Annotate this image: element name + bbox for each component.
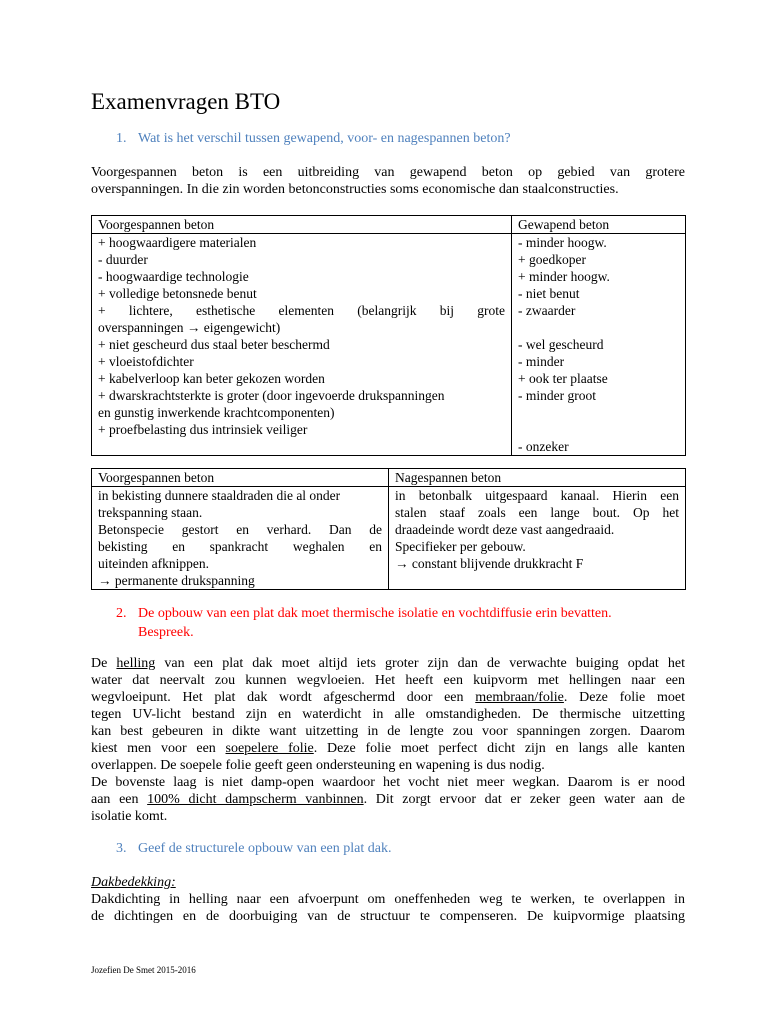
subheading-dakbedekking <box>91 874 685 891</box>
table-cell-voorgespannen <box>92 487 389 590</box>
cell-line: en gunstig inwerkende krachtcomponenten) <box>98 405 335 420</box>
cell-line: stalen staaf zoals een lange bout. Op het <box>395 505 679 520</box>
cell-line: uiteinden afknippen. <box>98 556 209 571</box>
comparison-table-gewapend <box>91 215 686 456</box>
cell-line: + lichtere, esthetische elementen (belangrijk bij grote <box>98 303 505 318</box>
table-header: Voorgespannen beton <box>92 469 389 487</box>
question-number: 3. <box>116 841 127 856</box>
text-run: . Deze folie moet perfect dicht zijn en langs alle kanten <box>313 741 685 756</box>
text-line <box>91 655 685 672</box>
cell-line: - wel gescheurd <box>518 337 604 352</box>
table-cell-gewapend <box>512 234 686 456</box>
cell-line: - onzeker <box>518 439 569 454</box>
text-line: tegen UV-licht bestand zijn en waterdicht in alle omstandigheden. De thermische uitzetting <box>91 707 685 722</box>
cell-line: Specifieker per gebouw. <box>395 539 526 554</box>
text-line: kan best gebeuren in dikte want uitzetting in de lengte zou voor spanningen zorgen. Daarom <box>91 724 685 739</box>
cell-line: + vloeistofdichter <box>98 354 194 369</box>
footer: Jozefien De Smet 2015-2016 <box>91 965 196 975</box>
cell-line <box>98 438 505 455</box>
cell-line: - zwaarder <box>518 303 576 318</box>
question-number: 1. <box>116 131 127 146</box>
text-run: aan een <box>91 792 148 807</box>
text-line: overspanningen. In die zin worden betonconstructies soms economische dan staalconstructies. <box>91 182 619 197</box>
cell-line <box>395 572 679 589</box>
cell-line: bekisting en spankracht weghalen en <box>98 539 382 554</box>
cell-line: - minder hoogw. <box>518 235 607 250</box>
text-run: kiest men voor een <box>91 741 226 756</box>
text-line <box>91 689 685 706</box>
text-line: water dat neervalt zou kunnen wegvloeien. Het heeft een kuipvorm met hellingen naar een <box>91 673 685 688</box>
text-run: De <box>91 656 117 671</box>
question-text: De opbouw van een plat dak moet thermische isolatie en vochtdiffusie erin bevatten. <box>138 606 612 621</box>
question-text: Wat is het verschil tussen gewapend, voor- en nagespannen beton? <box>138 131 511 146</box>
text-line: De bovenste laag is niet damp-open waardoor het vocht niet meer wegkan. Daarom is er nood <box>91 775 685 790</box>
text-line: overlappen. De soepele folie geeft geen ondersteuning en wapening is dus nodig. <box>91 758 545 773</box>
question-text-block <box>138 604 676 642</box>
paragraph-intro <box>91 164 685 198</box>
cell-line: overspanningen → eigengewicht) <box>98 320 281 335</box>
cell-line: + dwarskrachtsterkte is groter (door ingevoerde drukspanningen <box>98 388 445 403</box>
cell-line: in betonbalk uitgespaard kanaal. Hierin een <box>395 488 679 503</box>
cell-line: + minder hoogw. <box>518 269 610 284</box>
cell-line: → permanente drukspanning <box>98 573 255 588</box>
cell-line: + goedkoper <box>518 252 586 267</box>
paragraph-dakbedekking <box>91 891 685 925</box>
underlined-term: helling <box>116 656 156 671</box>
text-line: Voorgespannen beton is een uitbreiding van gewapend beton op gebied van grotere <box>91 165 685 180</box>
cell-line: - hoogwaardige technologie <box>98 269 249 284</box>
underlined-term: membraan/folie <box>475 690 564 705</box>
cell-line: + hoogwaardigere materialen <box>98 235 257 250</box>
comparison-table-nagespannen <box>91 468 686 590</box>
text-line <box>91 740 685 757</box>
cell-line: + proefbelasting dus intrinsiek veiliger <box>98 422 308 437</box>
text-line: isolatie komt. <box>91 809 168 824</box>
cell-line: - minder <box>518 354 565 369</box>
text-run: . Dit zorgt ervoor dat er zeker geen water aan de <box>363 792 685 807</box>
cell-line: Betonspecie gestort en verhard. Dan de <box>98 522 382 537</box>
cell-line: trekspanning staan. <box>98 505 203 520</box>
table-header: Nagespannen beton <box>389 469 686 487</box>
subheading-text: Dakbedekking: <box>91 875 176 890</box>
cell-line <box>518 421 679 438</box>
cell-line: → constant blijvende drukkracht F <box>395 556 584 571</box>
cell-line: - duurder <box>98 252 148 267</box>
cell-line <box>518 319 679 336</box>
cell-line: - niet benut <box>518 286 580 301</box>
cell-line: + ook ter plaatse <box>518 371 608 386</box>
cell-line: - minder groot <box>518 388 596 403</box>
table-header: Gewapend beton <box>512 216 686 234</box>
text-line <box>91 791 685 808</box>
question-text: Bespreek. <box>138 625 194 640</box>
cell-line: + kabelverloop kan beter gekozen worden <box>98 371 325 386</box>
cell-line: + volledige betonsnede benut <box>98 286 257 301</box>
question-number: 2. <box>116 606 127 621</box>
text-run: wegvloeipunt. Het plat dak wordt afgeschermd door een <box>91 690 476 705</box>
text-line: de dichtingen en de doorbuiging van de structuur te compenseren. De kuipvormige plaatsing <box>91 909 685 924</box>
paragraph-plat-dak <box>91 655 685 825</box>
cell-line <box>518 404 679 421</box>
table-cell-nagespannen <box>389 487 686 590</box>
text-line: Dakdichting in helling naar een afvoerpunt om oneffenheden weg te werken, te overlappen in <box>91 892 685 907</box>
cell-line: + niet gescheurd dus staal beter beschermd <box>98 337 330 352</box>
table-header: Voorgespannen beton <box>92 216 512 234</box>
cell-line: in bekisting dunnere staaldraden die al onder <box>98 488 341 503</box>
text-run: van een plat dak moet altijd iets groter zijn dan de verwachte buiging opdat het <box>155 656 685 671</box>
text-run: . Deze folie moet <box>563 690 685 705</box>
question-text: Geef de structurele opbouw van een plat dak. <box>138 841 392 856</box>
underlined-term: soepelere folie <box>225 741 314 756</box>
table-cell-voorgespannen <box>92 234 512 456</box>
underlined-term: 100% dicht dampscherm vanbinnen <box>147 792 364 807</box>
cell-line: draadeinde wordt deze vast aangedraaid. <box>395 522 615 537</box>
document-title: Examenvragen BTO <box>91 89 281 114</box>
